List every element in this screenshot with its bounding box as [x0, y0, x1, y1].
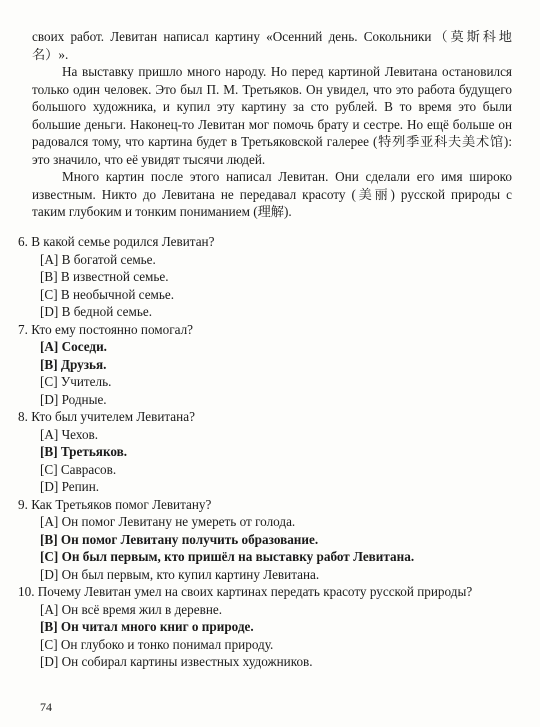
paragraph-legacy: Много картин после этого написал Левитан. Они сделали его имя широко известным. Никто до Левитана не передавал красоту (美丽) русской природы с таким глубоким и тонким пониманием (理解).	[32, 169, 512, 220]
option-d: [D] В бедной семье.	[40, 304, 153, 319]
option-b: [B] В известной семье.	[40, 269, 169, 284]
option-c: [C] Учитель.	[40, 374, 112, 389]
question-9	[18, 496, 518, 584]
option-b: [B] Друзья.	[40, 356, 107, 372]
option-b: [B] Он читал много книг о природе.	[40, 619, 254, 634]
question-7	[18, 321, 518, 409]
option-d: [D] Родные.	[40, 391, 107, 407]
option-c: [C] Саврасов.	[40, 461, 117, 477]
option-d: [D] Он собирал картины известных художников.	[40, 654, 313, 669]
paragraph-continuation: своих работ. Левитан написал картину «Осенний день. Сокольники（莫斯科地名）».	[32, 29, 512, 62]
option-b: [B] Он помог Левитану получить образование.	[40, 531, 319, 547]
question-text: 7. Кто ему постоянно помогал?	[18, 321, 194, 337]
question-text: 6. В какой семье родился Левитан?	[18, 234, 215, 249]
option-c: [C] Он был первым, кто пришёл на выставку работ Левитана.	[40, 549, 415, 564]
question-text: 9. Как Третьяков помог Левитану?	[18, 496, 212, 512]
option-d: [D] Он был первым, кто купил картину Левитана.	[40, 566, 320, 582]
question-6	[18, 233, 518, 321]
option-a: [A] Соседи.	[40, 339, 107, 354]
page-number: 74	[40, 700, 52, 714]
option-d: [D] Репин.	[40, 479, 100, 494]
option-a: [A] Он всё время жил в деревне.	[40, 601, 223, 617]
questions-list	[18, 233, 518, 671]
option-a: [A] В богатой семье.	[40, 251, 156, 267]
option-a: [A] Он помог Левитану не умереть от голода.	[40, 514, 296, 529]
question-text: 10. Почему Левитан умел на своих картинах передать красоту русской природы?	[18, 584, 473, 599]
option-c: [C] В необычной семье.	[40, 286, 175, 302]
question-8	[18, 408, 518, 496]
option-a: [A] Чехов.	[40, 426, 99, 442]
option-b: [B] Третьяков.	[40, 444, 128, 459]
question-text: 8. Кто был учителем Левитана?	[18, 409, 195, 424]
option-c: [C] Он глубоко и тонко понимал природу.	[40, 636, 274, 652]
question-10	[18, 583, 518, 671]
paragraph-exhibition: На выставку пришло много народу. Но перед картиной Левитана остановился только один человек. Это был П. М. Третьяков. Он увидел, что это работа будущего большого художника, и купил эту картину за сто рублей. В то время это были большие деньги. Наконец-то Левитан мог помочь брату и сестре. Но ещё больше он радовался тому, что картина будет в Третьяковской галерее (特列季亚科夫美术馆): это значило, что её увидят тысячи людей.	[32, 64, 512, 167]
